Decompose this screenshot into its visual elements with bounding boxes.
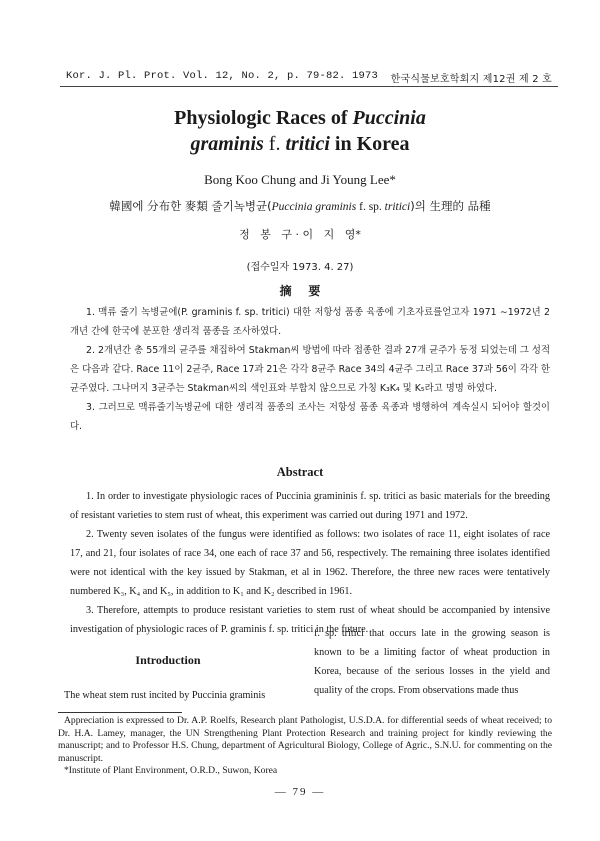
footnotes <box>58 715 552 778</box>
paper-title-line1: Physiologic Races of Puccinia <box>174 107 426 129</box>
authors-korean: 정 봉 구 · 이 지 영* <box>239 228 361 241</box>
korean-summary-paragraph-1: 1. 맥류 줄기 녹병균에(P. graminis f. sp. tritici) 대한 저항성 품종 육종에 기초자료를얻고자 1971 ∼1972년 2개년 간에 한국에 분포한 생리적 품종을 조사하였다. <box>70 307 550 337</box>
korean-summary <box>70 303 550 436</box>
footnote-affiliation: *Institute of Plant Environment, O.R.D., Suwon, Korea <box>64 765 278 776</box>
page-number: — 79 — <box>274 786 326 798</box>
footnote-acknowledgement: Appreciation is expressed to Dr. A.P. Roelfs, Research plant Pathologist, U.S.D.A. for differential seeds of wheat received; to Dr. H.A. Lamey, manager, the UN Strengthening Plant Protection Research and training project for kindly reviewing the manuscript; and to Professor H.S. Chung, department of Agricultural Biology, College of Agric., S.N.U. for commenting on the manuscript. <box>58 715 552 764</box>
korean-summary-paragraph-2: 2. 2개년간 총 55개의 균주를 채집하여 Stakman씨 방법에 따라 접종한 결과 27개 균주가 동정 되었는데 그 성적은 다음과 같다. Race 11이 2균주, Race 17과 21은 각각 8균주 Race 34의 4균주 그리고 Race 37과 56이 각각 한 균주였다. 그나머지 3균주는 Stakman씨의 색인표와 부합치 않으므로 가칭 K₃K₄ 및 K₅라고 명명 하였다. <box>70 345 550 394</box>
introduction-right-column: f. sp. tritici that occurs late in the growing season is known to be a limiting factor of wheat production in Korea, because of the serious losses in the yield and quality of the crops. From observations made thus <box>314 628 550 696</box>
abstract-paragraph-3: 3. Therefore, attempts to produce resistant varieties to stem rust of wheat should be accompanied by intensive investigation of physiologic races of P. graminis f. sp. tritici in the future. <box>70 605 550 635</box>
received-date: (접수일자 1973. 4. 27) <box>246 262 354 273</box>
journal-citation: Kor. J. Pl. Prot. Vol. 12, No. 2, p. 79-82. 1973 <box>66 70 379 82</box>
footnote-rule <box>58 712 182 713</box>
authors-english: Bong Koo Chung and Ji Young Lee* <box>204 172 396 187</box>
header-rule <box>60 86 558 87</box>
journal-name-korean: 한국식물보호학회지 제12권 제 2 호 <box>390 74 552 85</box>
abstract-paragraph-2: 2. Twenty seven isolates of the fungus were identified as follows: two isolates of race 11, eight isolates of race 17, and 21, four isolates of race 34, one each of race 37 and 56, respectively. The remaining three isolates identified were not identical with the key issued by Stakman, et al in 1962. Therefore, the three new races were tentatively numbered K₃, K₄ and K₅, in addition to K₁ and K₂ described in 1961. <box>70 529 550 597</box>
paper-title-line2: graminis f. tritici in Korea <box>190 133 410 155</box>
introduction-heading: Introduction <box>135 653 201 667</box>
korean-title: 韓國에 分布한 麥類 줄기녹병균(Puccinia graminis f. sp. tritici)의 生理的 品種 <box>109 199 491 213</box>
abstract-paragraph-1: 1. In order to investigate physiologic races of Puccinia gramininis f. sp. tritici as basic materials for the breeding of resistant varieties to stem rust of wheat, this experiment was carried out during 1971 and 1972. <box>70 491 550 521</box>
abstract-body <box>70 487 550 639</box>
introduction-left-column: The wheat stem rust incited by Puccinia graminis <box>64 690 266 701</box>
korean-summary-paragraph-3: 3. 그러므로 맥류줄기녹병균에 대한 생리적 품종의 조사는 저항성 품종 육종과 병행하여 계속실시 되어야 할것이다. <box>70 402 550 432</box>
korean-summary-heading: 摘 要 <box>279 284 321 298</box>
abstract-heading: Abstract <box>276 465 324 479</box>
